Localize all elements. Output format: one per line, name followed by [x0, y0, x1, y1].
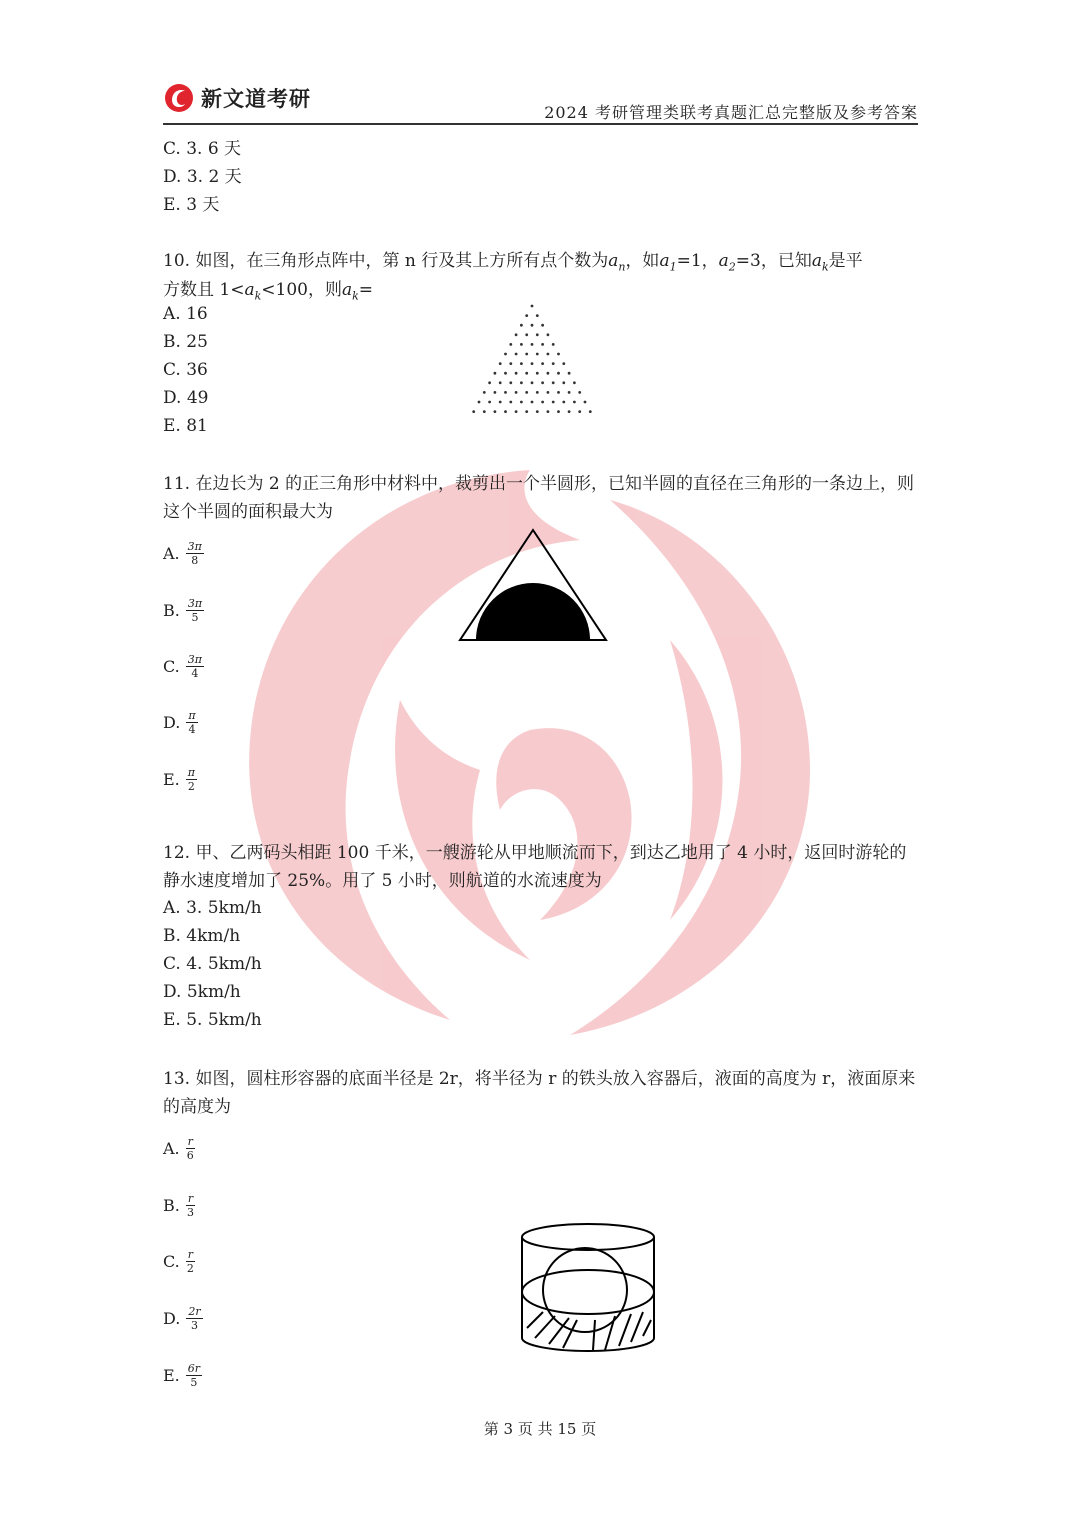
dot	[504, 353, 507, 356]
q13-option-d: D. $\frac{2r}{3}$	[163, 1305, 201, 1332]
dot	[589, 410, 592, 413]
dot	[531, 343, 534, 346]
dot	[509, 343, 512, 346]
dot	[509, 401, 512, 404]
brand-logo	[163, 82, 311, 114]
q10-stem-line2: 方数且 $1<a_k<100$，则$a_k=$	[163, 280, 374, 303]
dot	[515, 372, 518, 375]
dot	[531, 305, 534, 308]
dot	[509, 381, 512, 384]
dot	[541, 381, 544, 384]
dot	[573, 381, 576, 384]
dot	[531, 381, 534, 384]
q12-option-d: D. 5km/h	[163, 982, 241, 1002]
dot	[531, 324, 534, 327]
dot	[488, 401, 491, 404]
dot	[536, 353, 539, 356]
dot	[472, 410, 475, 413]
dot	[531, 401, 534, 404]
dot	[509, 362, 512, 365]
dot	[568, 391, 571, 394]
q12-option-e: E. 5. 5km/h	[163, 1010, 262, 1030]
dot	[552, 343, 555, 346]
q11-option-b: B. $\frac{3\pi}{5}$	[163, 597, 203, 624]
dot	[541, 324, 544, 327]
dot	[499, 362, 502, 365]
dot	[562, 381, 565, 384]
dot	[499, 381, 502, 384]
dot	[494, 410, 497, 413]
dot	[525, 314, 528, 317]
brand-name: 新文道考研	[201, 87, 311, 111]
q13-option-b: B. $\frac{r}{3}$	[163, 1192, 194, 1219]
dot	[494, 391, 497, 394]
dot	[525, 372, 528, 375]
dot	[547, 333, 550, 336]
dot	[562, 401, 565, 404]
dot	[520, 401, 523, 404]
dot	[525, 391, 528, 394]
dot	[541, 362, 544, 365]
dot	[552, 362, 555, 365]
dot	[536, 391, 539, 394]
q12-stem: 12. 甲、乙两码头相距 100 千米，一艘游轮从甲地顺流而下，到达乙地用了 4 小时，返回时游轮的静水速度增加了 25%。用了 5 小时，则航道的水流速度为	[163, 843, 907, 891]
dot	[483, 410, 486, 413]
dot	[557, 372, 560, 375]
dot	[536, 372, 539, 375]
dot	[531, 362, 534, 365]
dot	[536, 333, 539, 336]
q10-option-a: A. 16	[163, 304, 208, 324]
triangle-semicircle-figure	[456, 525, 610, 647]
dot	[562, 362, 565, 365]
dot	[483, 391, 486, 394]
dot	[504, 372, 507, 375]
dot	[520, 324, 523, 327]
q11-stem: 11. 在边长为 2 的正三角形中材料中，裁剪出一个半圆形，已知半圆的直径在三角形的一条边上，则这个半圆的面积最大为	[163, 474, 915, 522]
dot	[494, 372, 497, 375]
q10-option-e: E. 81	[163, 416, 208, 436]
dot	[552, 401, 555, 404]
q12-option-b: B. 4km/h	[163, 926, 241, 946]
dot	[547, 353, 550, 356]
q9-option-c: C. 3. 6 天	[163, 139, 242, 159]
q11-option-e: E. $\frac{\pi}{2}$	[163, 766, 195, 793]
dot	[504, 410, 507, 413]
dot	[515, 333, 518, 336]
dot	[568, 410, 571, 413]
dot	[568, 372, 571, 375]
q11-option-c: C. $\frac{3\pi}{4}$	[163, 653, 202, 680]
dot	[578, 410, 581, 413]
q13-option-c: C. $\frac{r}{2}$	[163, 1248, 194, 1275]
brand-logo-icon	[163, 82, 195, 114]
dot	[504, 391, 507, 394]
cylinder-sphere-figure	[515, 1220, 661, 1360]
dot	[499, 401, 502, 404]
header-divider	[163, 123, 918, 125]
dot-triangle-figure	[462, 300, 602, 422]
document-title: 2024 考研管理类联考真题汇总完整版及参考答案	[544, 103, 918, 122]
dot	[520, 381, 523, 384]
dot	[478, 401, 481, 404]
dot	[547, 410, 550, 413]
dot	[584, 401, 587, 404]
dot	[557, 391, 560, 394]
dot	[520, 362, 523, 365]
dot	[541, 401, 544, 404]
dot	[557, 410, 560, 413]
dot	[541, 343, 544, 346]
dot	[525, 353, 528, 356]
dot	[557, 353, 560, 356]
q10-option-c: C. 36	[163, 360, 208, 380]
page-number: 第 3 页 共 15 页	[483, 1420, 597, 1438]
dot	[520, 343, 523, 346]
dot	[515, 353, 518, 356]
dot	[525, 333, 528, 336]
dot	[578, 391, 581, 394]
q13-stem: 13. 如图，圆柱形容器的底面半径是 2r，将半径为 r 的铁头放入容器后，液面的高度为 r，液面原来的高度为	[163, 1069, 916, 1117]
dot	[536, 314, 539, 317]
q13-option-a: A. $\frac{r}{6}$	[163, 1135, 194, 1162]
q13-option-e: E. $\frac{6r}{5}$	[163, 1362, 201, 1389]
q9-option-e: E. 3 天	[163, 195, 220, 215]
q10-option-b: B. 25	[163, 332, 208, 352]
dot	[552, 381, 555, 384]
q12-option-c: C. 4. 5km/h	[163, 954, 262, 974]
dot	[515, 410, 518, 413]
q10-option-d: D. 49	[163, 388, 209, 408]
dot	[547, 391, 550, 394]
q11-option-a: A. $\frac{3\pi}{8}$	[163, 540, 202, 567]
q12-option-a: A. 3. 5km/h	[163, 898, 262, 918]
dot	[525, 410, 528, 413]
dot	[547, 372, 550, 375]
q11-option-d: D. $\frac{\pi}{4}$	[163, 709, 196, 736]
dot	[573, 401, 576, 404]
dot	[515, 391, 518, 394]
q10-stem-line1: 10. 如图，在三角形点阵中，第 n 行及其上方所有点个数为$a_n$，如$a_1=1$，$a_2=3$，已知$a_k$是平	[163, 251, 863, 274]
dot	[488, 381, 491, 384]
q9-option-d: D. 3. 2 天	[163, 167, 242, 187]
dot	[536, 410, 539, 413]
